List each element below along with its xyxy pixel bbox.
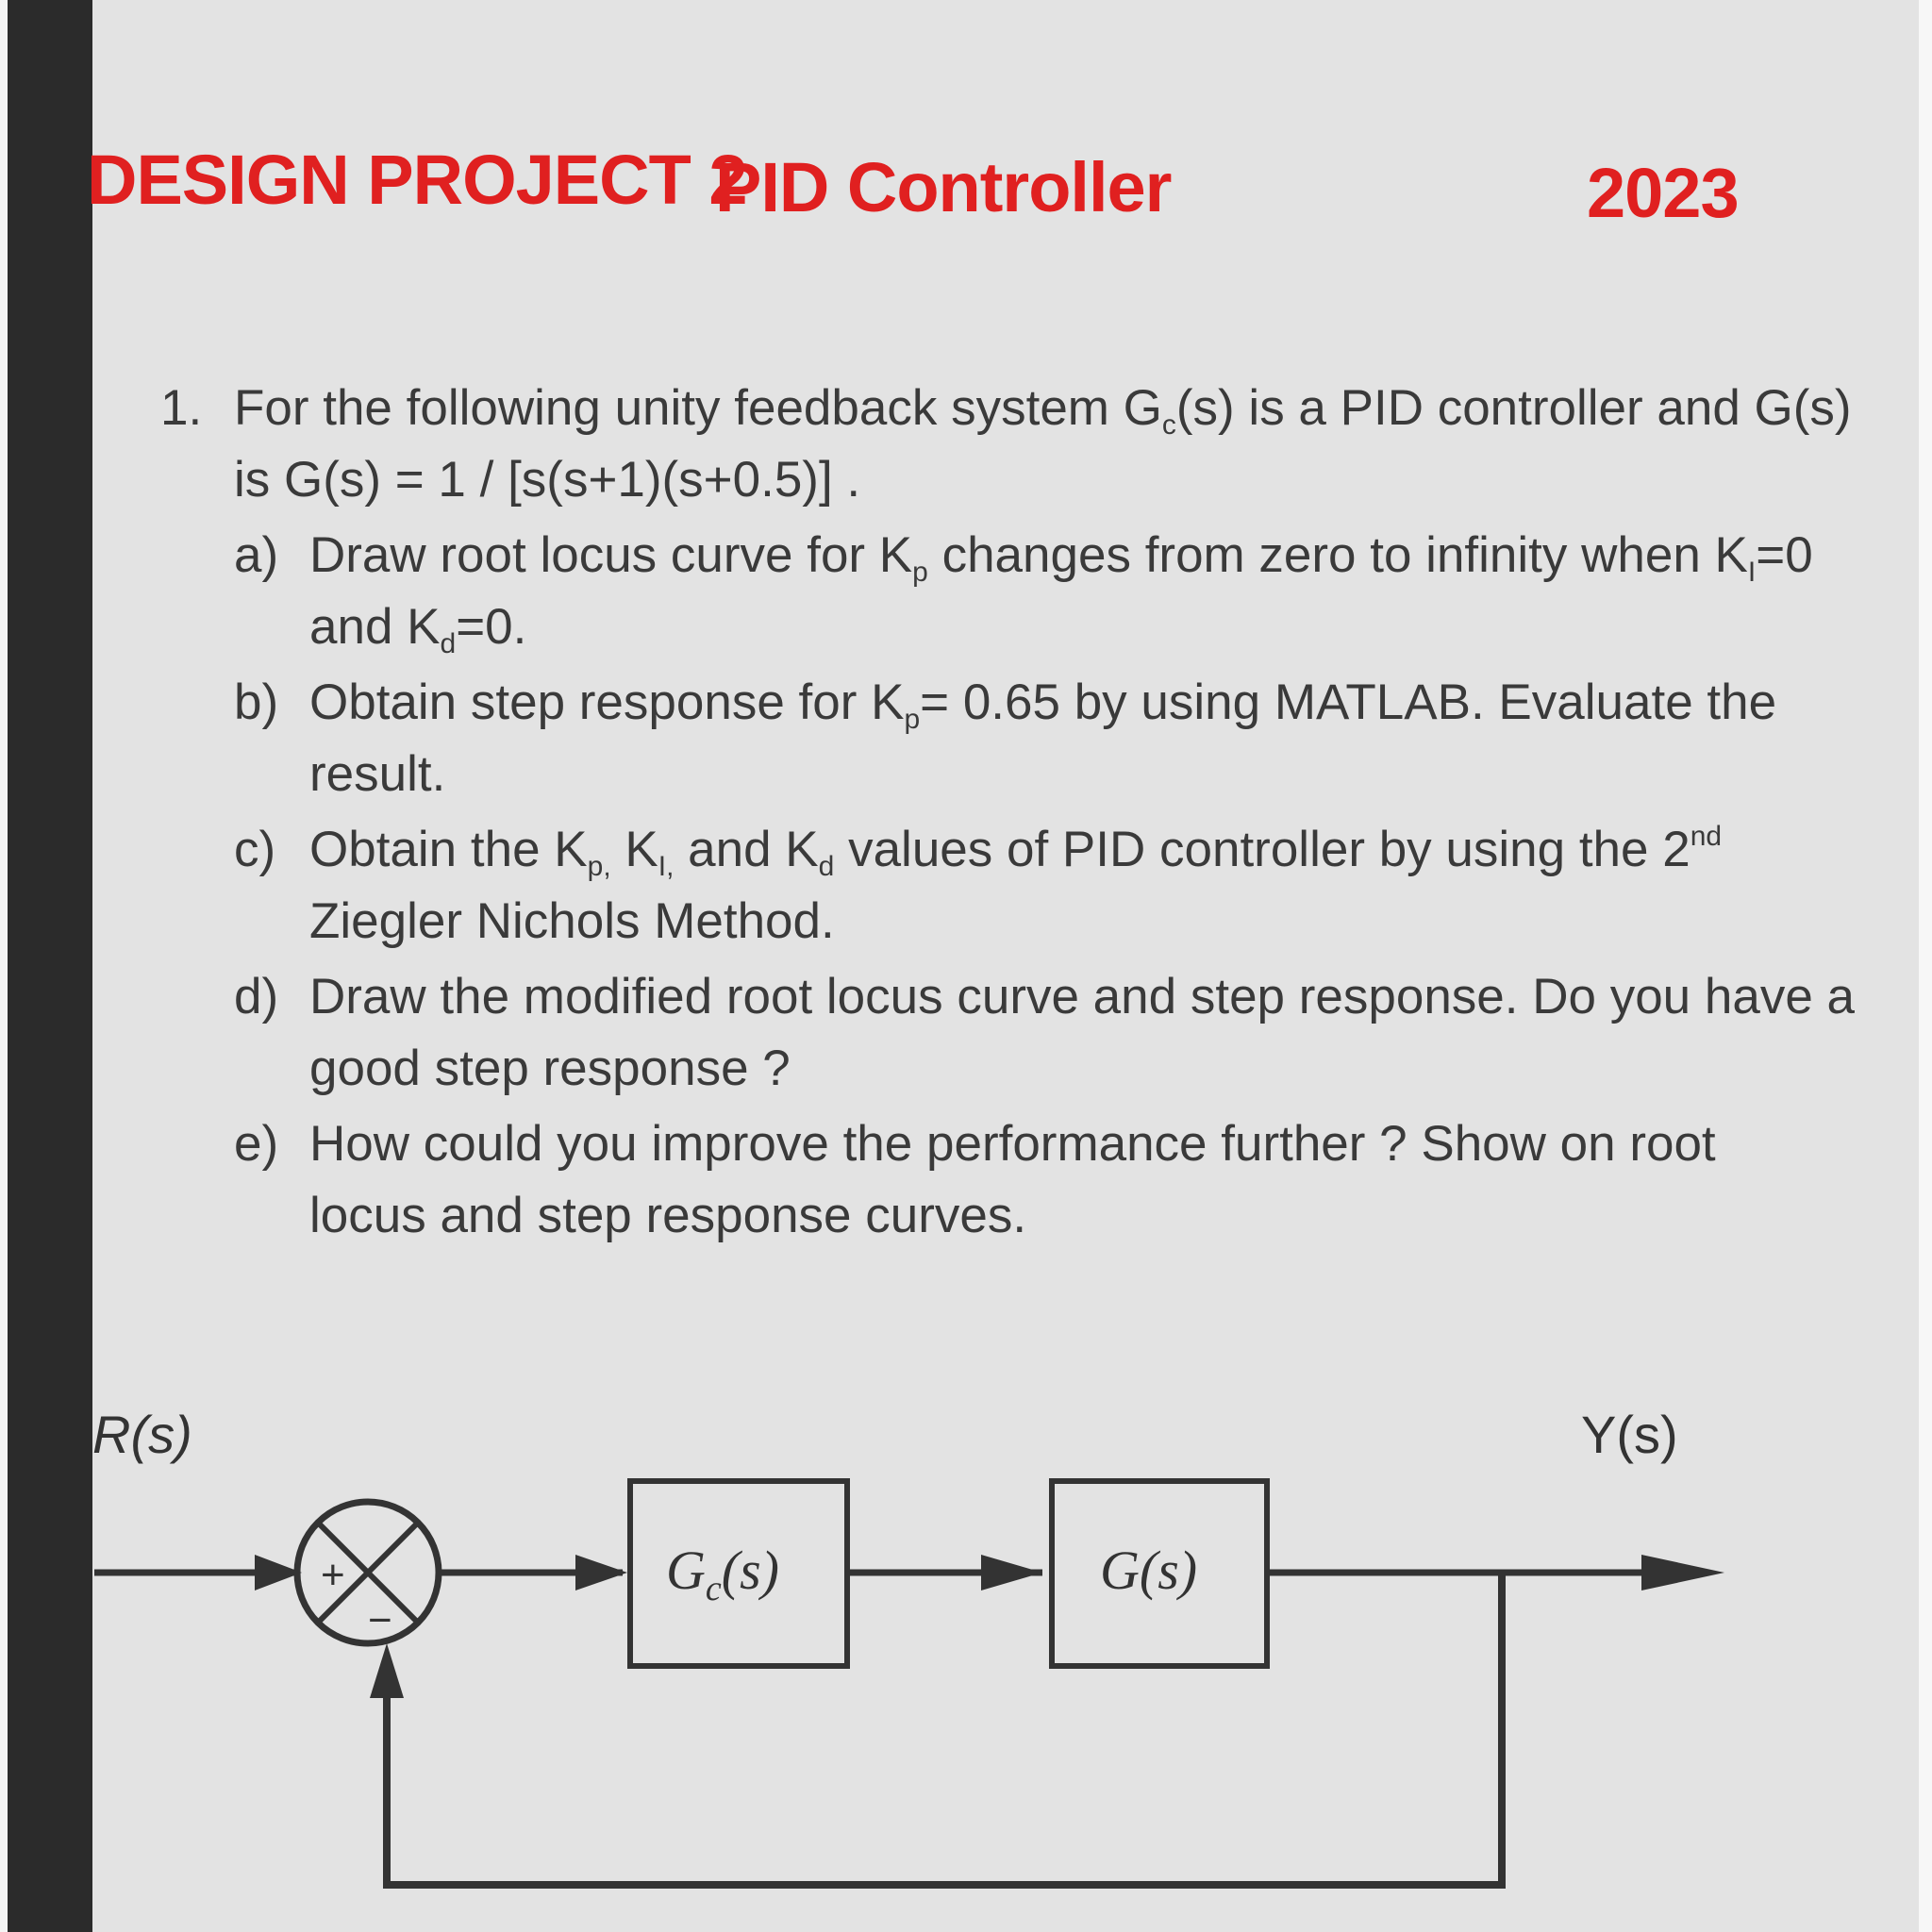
summing-junction xyxy=(297,1502,439,1643)
part-d-line2: good step response ? xyxy=(309,1041,791,1096)
part-d-marker: d) xyxy=(234,969,279,1024)
part-c-line1: Obtain the $K_{p,}$ $K_{I,}$ and $K_d$ values of PID controller by using the 2nd xyxy=(309,821,1723,882)
question-intro-line2: is G(s) = 1 / [s(s+1)(s+0.5)] . xyxy=(234,452,861,508)
part-a-marker: a) xyxy=(234,527,279,583)
question-number: 1. xyxy=(160,380,203,436)
summing-minus-sign: − xyxy=(368,1597,392,1643)
part-e-line2: locus and step response curves. xyxy=(309,1188,1027,1243)
year-label: 2023 xyxy=(1587,154,1739,232)
part-d-line1: Draw the modified root locus curve and step response. Do you have a xyxy=(309,969,1856,1024)
controller-block-label: $G_c(s)$ xyxy=(666,1540,779,1608)
part-a-line2: and $K_d=0$. xyxy=(309,599,527,659)
control-arrowhead xyxy=(981,1555,1042,1591)
output-arrowhead xyxy=(1641,1555,1724,1591)
part-c-line2: Ziegler Nichols Method. xyxy=(309,893,835,949)
part-a-line1: Draw root locus curve for $K_p$ changes from zero to infinity when $K_I=0$ xyxy=(309,527,1813,588)
feedback-block-diagram xyxy=(0,1396,1932,1932)
part-b-marker: b) xyxy=(234,675,279,730)
output-label: Y(s) xyxy=(1581,1405,1678,1464)
question-intro-line1: For the following unity feedback system $G_c(s)$ is a PID controller and G(s) xyxy=(234,380,1852,441)
topic-title: PID Controller xyxy=(715,148,1172,226)
input-label: R(s) xyxy=(92,1405,192,1464)
part-b-line2: result. xyxy=(309,746,446,802)
part-b-line1: Obtain step response for $K_p= 0.65$ by using MATLAB. Evaluate the xyxy=(309,675,1777,735)
part-e-line1: How could you improve the performance further ? Show on root xyxy=(309,1116,1716,1172)
project-title: DESIGN PROJECT 2 xyxy=(87,141,747,219)
part-c-marker: c) xyxy=(234,822,276,877)
error-arrowhead xyxy=(575,1555,627,1591)
part-e-marker: e) xyxy=(234,1116,279,1172)
feedback-arrowhead xyxy=(370,1643,404,1698)
summing-plus-sign: + xyxy=(321,1552,345,1598)
feedback-path xyxy=(387,1573,1502,1885)
plant-block-label: G(s) xyxy=(1100,1540,1198,1601)
